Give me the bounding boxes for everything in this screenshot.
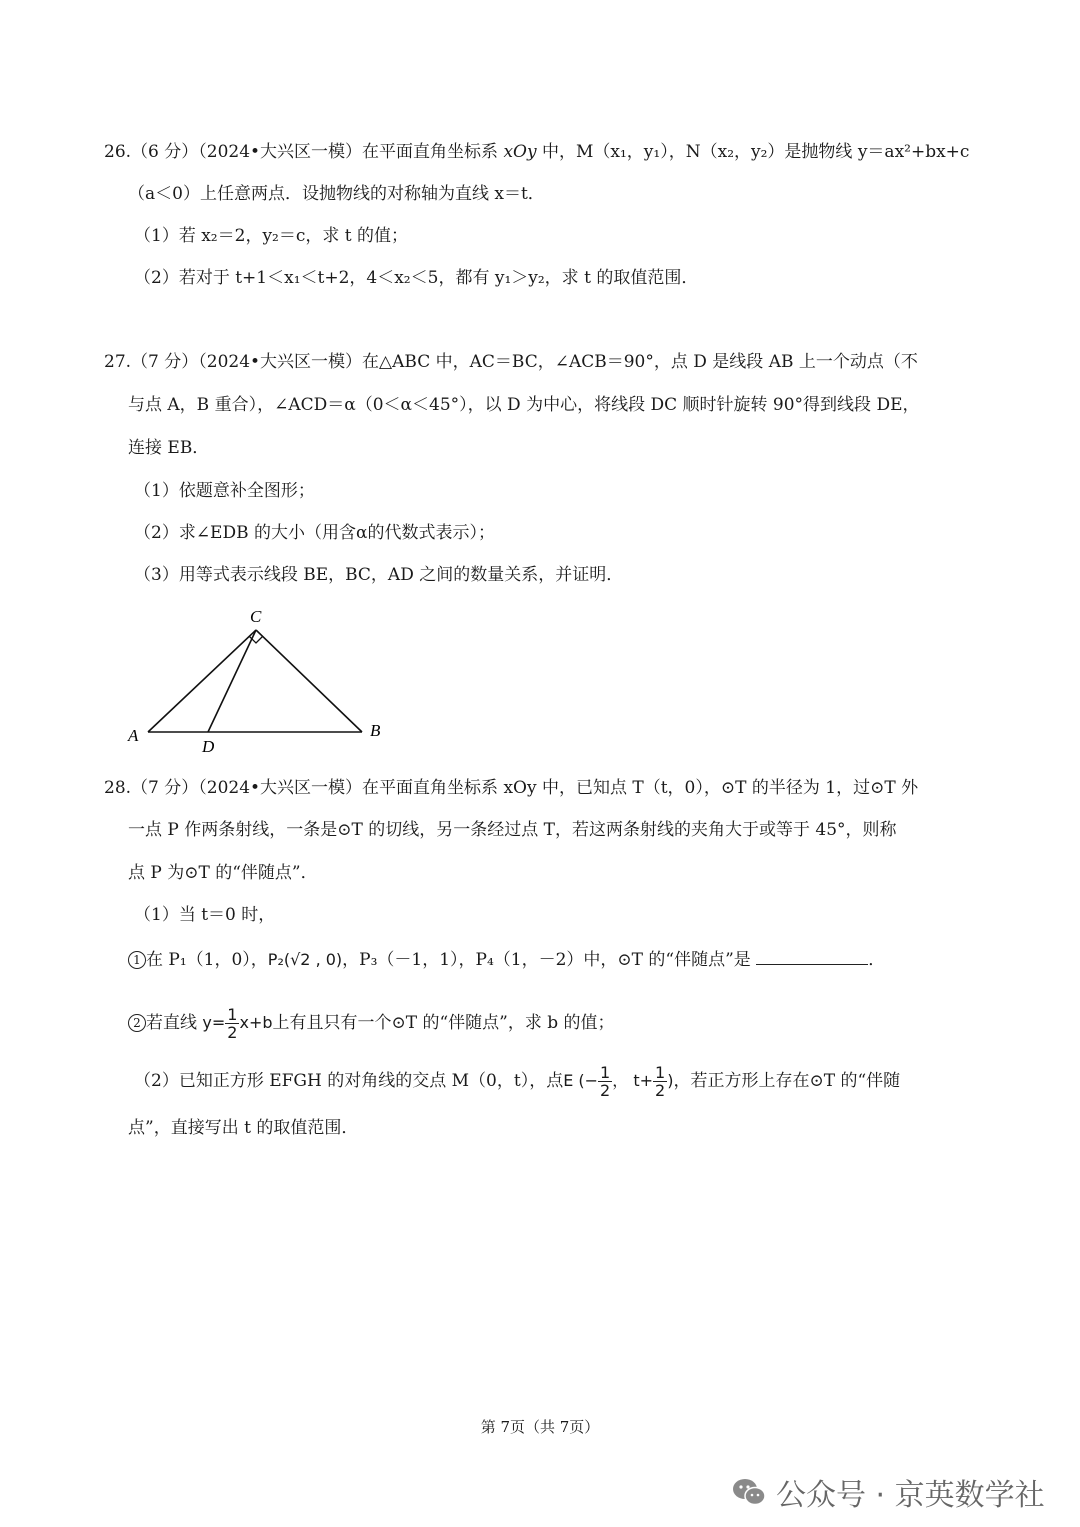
answer-blank[interactable] (756, 946, 868, 965)
fraction-numerator: 1 (227, 1005, 238, 1024)
page-footer: 第 7页（共 7页） (480, 1418, 600, 1436)
q27-line-1: 27.（7 分）（2024•大兴区一模）在△ABC 中，AC＝BC，∠ACB＝90°，点 D 是线段 AB 上一个动点（不 (104, 352, 918, 372)
q26-part-2: （2）若对于 t+1＜x₁＜t+2，4＜x₂＜5，都有 y₁＞y₂，求 t 的取值范围． (134, 268, 699, 288)
point-e-close: ) (667, 1071, 674, 1090)
fraction-e-x (598, 1064, 612, 1099)
q28-text: ，P₃（－1，1），P₄（1，－2）中，⊙T 的“伴随点”是 (342, 950, 751, 970)
label-c: C (250, 607, 262, 626)
q28-text: ． (868, 950, 886, 970)
q28-part-2 (134, 1064, 980, 1099)
q28-subpart-1 (128, 946, 980, 972)
circled-number-2: 2 (128, 1014, 146, 1032)
q27-part-3: （3）用等式表示线段 BE，BC，AD 之间的数量关系，并证明． (134, 565, 624, 585)
q28-text: 若直线 (146, 1013, 203, 1033)
segment-ac (148, 630, 256, 732)
watermark (732, 1470, 1045, 1514)
q27-line-2: 与点 A，B 重合），∠ACD＝α（0＜α＜45°），以 D 为中心，将线段 DC 顺时针旋转 90°得到线段 DE， (128, 395, 920, 415)
watermark-text: 公众号 · 京英数学社 (776, 1478, 1045, 1513)
segment-bc (256, 630, 362, 732)
label-d: D (202, 737, 215, 756)
q28-line-last: 点”，直接写出 t 的取值范围． (128, 1118, 359, 1138)
fraction-denominator: 2 (655, 1081, 666, 1100)
q28-line-2: 一点 P 作两条射线，一条是⊙T 的切线，另一条经过点 T，若这两条射线的夹角大于或等于 45°，则称 (128, 820, 897, 840)
q28-line-1: 28.（7 分）（2024•大兴区一模）在平面直角坐标系 xOy 中，已知点 T（t，0），⊙T 的半径为 1，过⊙T 外 (104, 778, 919, 798)
q28-text: 上有且只有一个⊙T 的“伴随点”，求 b 的值； (272, 1013, 615, 1033)
line-eq-y: y= (202, 1013, 226, 1032)
label-b: B (370, 721, 381, 740)
fraction-half (225, 1006, 239, 1041)
triangle-figure (120, 600, 400, 760)
q28-part-1-intro: （1）当 t＝0 时， (134, 905, 276, 925)
fraction-e-y (653, 1064, 667, 1099)
point-e-y: ， t+ (612, 1071, 654, 1090)
q28-text: 在 P₁（1，0）， (146, 950, 268, 970)
q26-text: 中，M（x₁，y₁），N（x₂，y₂）是抛物线 y＝ax²+bx+c (536, 142, 970, 162)
segment-cd (208, 630, 256, 732)
point-e-x: E (− (563, 1071, 599, 1090)
fraction-numerator: 1 (655, 1063, 666, 1082)
q26-xoy: xOy (503, 142, 537, 162)
q28-text: ，若正方形上存在⊙T 的“伴随 (673, 1071, 901, 1091)
q28-line-3: 点 P 为⊙T 的“伴随点”． (128, 863, 318, 883)
q28-text: （2）已知正方形 EFGH 的对角线的交点 M（0，t），点 (134, 1071, 564, 1091)
circled-number-1: 1 (128, 951, 146, 969)
q28-subpart-2 (128, 1006, 980, 1041)
q26-line-2: （a＜0）上任意两点．设抛物线的对称轴为直线 x＝t． (128, 184, 545, 204)
q27-line-3: 连接 EB． (128, 438, 210, 458)
q27-part-1: （1）依题意补全图形； (134, 481, 315, 501)
fraction-denominator: 2 (227, 1023, 238, 1042)
line-eq-x: x+b (239, 1013, 273, 1032)
label-a: A (128, 726, 139, 745)
fraction-numerator: 1 (600, 1063, 611, 1082)
q26-text: 26.（6 分）（2024•大兴区一模）在平面直角坐标系 (104, 142, 504, 162)
point-p2: P₂(√2 , 0) (267, 950, 343, 969)
fraction-denominator: 2 (600, 1081, 611, 1100)
wechat-icon (732, 1477, 766, 1507)
q26-line-1 (104, 140, 980, 164)
q26-part-1: （1）若 x₂＝2，y₂＝c，求 t 的值； (134, 226, 409, 246)
q27-part-2: （2）求∠EDB 的大小（用含α的代数式表示）； (134, 523, 495, 543)
